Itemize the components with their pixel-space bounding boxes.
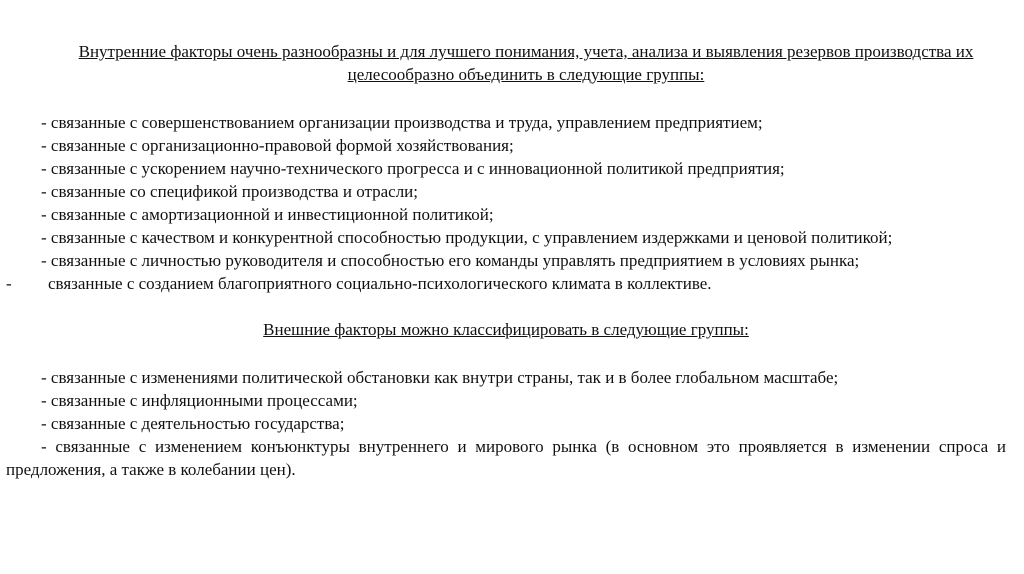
spacer [6, 86, 1006, 111]
external-factors-list [6, 366, 1006, 481]
list-item: - связанные с инфляционными процессами; [41, 391, 358, 410]
external-factors-heading: Внешние факторы можно классифицировать в следующие группы: [263, 320, 749, 339]
document-page [6, 40, 1006, 481]
list-item-text: связанные с созданием благоприятного социально-психологического климата в коллективе. [48, 274, 712, 293]
list-item: - связанные с организационно-правовой формой хозяйствования; [41, 136, 514, 155]
list-item: - связанные с качеством и конкурентной способностью продукции, с управлением издержками и ценовой политикой; [41, 228, 893, 247]
internal-factors-list [6, 111, 1006, 295]
list-item: - связанные с ускорением научно-технического прогресса и с инновационной политикой предприятия; [41, 159, 785, 178]
list-dash: - [6, 274, 12, 293]
spacer [6, 295, 1006, 318]
list-item: - связанные с личностью руководителя и способностью его команды управлять предприятием в условиях рынка; [41, 251, 860, 270]
list-item: - связанные с изменениями политической обстановки как внутри страны, так и в более глобальном масштабе; [41, 368, 839, 387]
internal-factors-heading: Внутренние факторы очень разнообразны и для лучшего понимания, учета, анализа и выявления резервов производства их целесообразно объединить в следующие группы: [78, 42, 974, 84]
spacer [6, 341, 1006, 366]
list-item: - связанные со спецификой производства и отрасли; [41, 182, 418, 201]
list-item: - связанные с совершенствованием организации производства и труда, управлением предприятием; [41, 113, 763, 132]
list-item: - связанные с изменением конъюнктуры внутреннего и мирового рынка (в основном это проявляется в изменении спроса и предложения, а также в колебании цен). [6, 437, 1006, 479]
list-item: - связанные с амортизационной и инвестиционной политикой; [41, 205, 494, 224]
list-item [6, 272, 1006, 295]
list-item: - связанные с деятельностью государства; [41, 414, 345, 433]
